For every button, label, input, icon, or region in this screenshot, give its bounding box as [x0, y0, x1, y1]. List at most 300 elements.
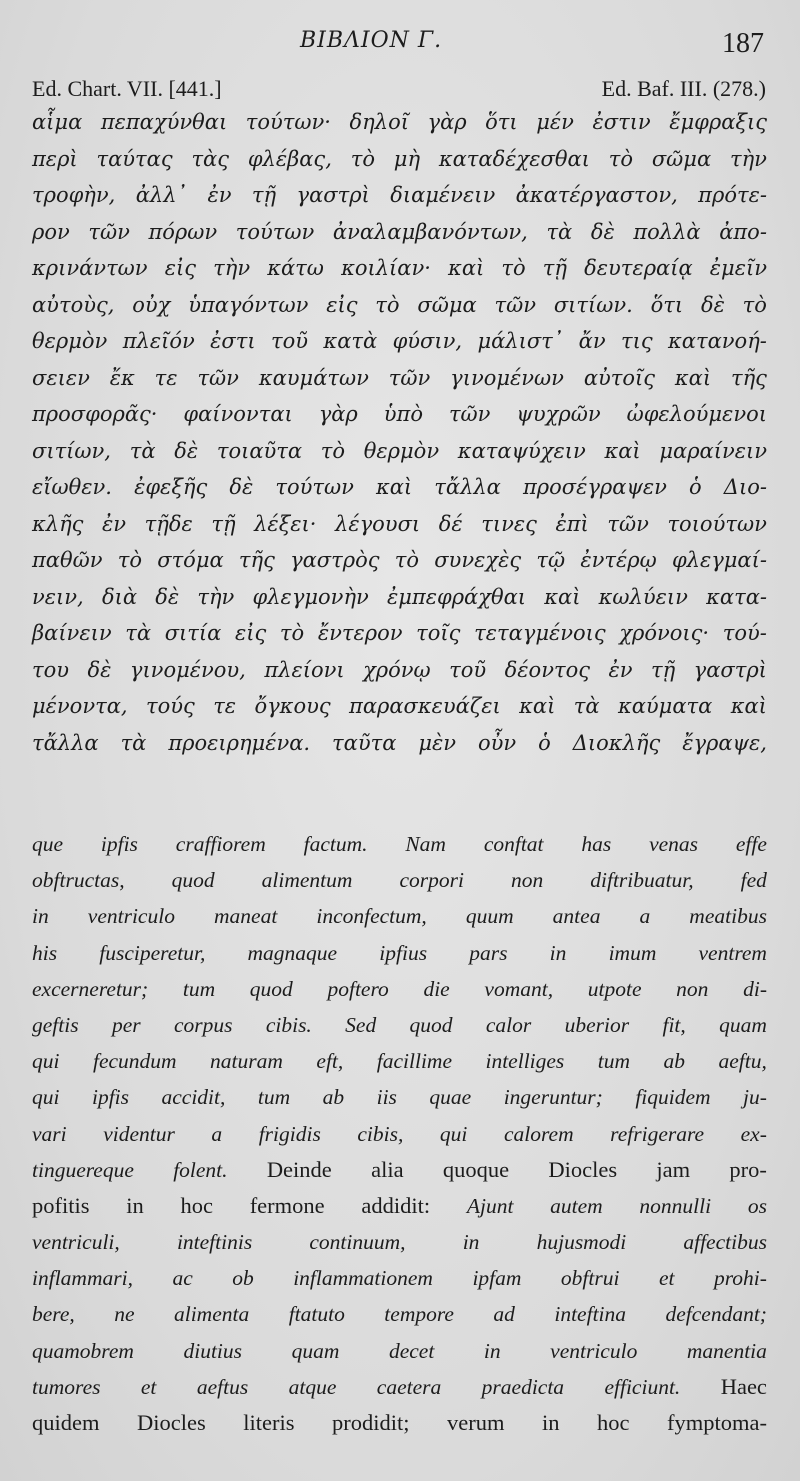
latin-word-italic: qui: [32, 1049, 60, 1074]
latin-word-italic: praedicta: [481, 1374, 565, 1399]
latin-word-italic: que: [32, 832, 64, 856]
latin-word-italic: fecundum: [92, 1049, 177, 1074]
greek-word: τε: [213, 694, 237, 718]
greek-word: τούτων·: [245, 110, 331, 134]
greek-word: καταδέχεσθαι: [438, 146, 590, 171]
greek-word: τοιούτων: [667, 511, 767, 536]
greek-word: ὁ: [538, 730, 551, 755]
latin-word-italic: os: [747, 1193, 767, 1218]
greek-word: καὶ: [375, 475, 413, 499]
latin-word-italic: alimenta: [173, 1302, 250, 1327]
greek-word: δὲ: [590, 219, 615, 244]
latin-word-italic: diftribuatur,: [590, 868, 694, 893]
greek-word: μὲν: [418, 730, 457, 755]
latin-word-italic: ipfis: [100, 832, 138, 856]
latin-text-line: [32, 1116, 767, 1152]
greek-word: τροφὴν,: [32, 183, 116, 207]
latin-word-italic: quod: [249, 976, 293, 1001]
latin-word-italic: meatibus: [689, 904, 767, 929]
greek-word: φλεγμονὴν: [252, 584, 369, 609]
latin-text-line: [32, 898, 767, 934]
latin-word-italic: quod: [409, 1012, 453, 1037]
greek-word: τῶν: [388, 365, 431, 390]
greek-word: φαίνονται: [183, 402, 293, 426]
greek-word: καυμάτων: [258, 365, 369, 390]
latin-text-line: [32, 1188, 767, 1224]
greek-word: τὸ: [279, 621, 305, 645]
latin-word-italic: magnaque: [247, 940, 338, 965]
running-title: ΒΙΒΛΙΟΝ Γ.: [300, 28, 443, 53]
greek-word: σῶμα: [651, 146, 712, 171]
greek-word: κοιλίαν·: [341, 256, 431, 280]
latin-word-italic: tum: [597, 1049, 631, 1074]
latin-word-roman: hoc: [180, 1192, 213, 1218]
latin-word-italic: prohi-: [713, 1266, 767, 1291]
latin-word-italic: calor: [485, 1012, 532, 1037]
greek-word: τὸ: [350, 146, 375, 171]
latin-word-italic: facillime: [376, 1049, 452, 1074]
latin-word-italic: a: [639, 904, 651, 929]
latin-word-roman: literis: [243, 1410, 295, 1435]
latin-text-line: [32, 1224, 767, 1260]
greek-word: τῆς: [730, 365, 767, 390]
latin-word-italic: corpus: [173, 1012, 233, 1037]
greek-text-line: [32, 396, 767, 433]
latin-word-italic: vari: [32, 1121, 67, 1146]
latin-text-line: [32, 1152, 767, 1188]
greek-word: καὶ: [448, 256, 485, 280]
greek-word: καὶ: [674, 365, 712, 390]
page-number: 187: [722, 28, 764, 59]
greek-word: κατὰ: [323, 329, 378, 353]
greek-word: ἔμφραξις: [669, 110, 767, 134]
greek-text-line: [32, 287, 767, 324]
greek-word: τὴν: [213, 256, 251, 280]
latin-word-italic: tempore: [384, 1302, 454, 1327]
greek-text-line: [32, 469, 767, 506]
latin-word-italic: quum: [465, 904, 514, 929]
edition-reference-left: Ed. Chart. VII. [441.]: [32, 76, 222, 101]
latin-word-italic: frigidis: [258, 1121, 321, 1146]
latin-text-line: [32, 1369, 767, 1405]
greek-word: σῶμα: [417, 292, 477, 317]
latin-word-roman: in: [541, 1410, 560, 1435]
latin-word-italic: conftat: [483, 832, 544, 856]
greek-word: ἐν: [102, 511, 127, 536]
greek-word: καὶ: [519, 694, 556, 718]
greek-word: λέγουσι: [335, 511, 421, 536]
greek-word: φλεγμαί-: [671, 548, 767, 572]
latin-word-italic: in: [32, 904, 49, 929]
greek-word: κατα-: [706, 584, 767, 609]
greek-text-line: [32, 141, 767, 178]
greek-word: ἐστι: [210, 329, 256, 353]
latin-word-italic: ipfis: [91, 1085, 130, 1110]
latin-word-italic: inteftina: [554, 1302, 627, 1327]
greek-word: δέ: [438, 511, 463, 536]
greek-word: τε: [154, 365, 178, 390]
greek-word: καὶ: [604, 438, 641, 463]
latin-word-italic: ju-: [743, 1085, 767, 1110]
latin-word-italic: efficiunt.: [604, 1374, 681, 1399]
greek-word: στόμα: [157, 548, 224, 572]
greek-word: παρασκευάζει: [349, 694, 501, 718]
latin-word-italic: fiquidem: [635, 1085, 711, 1110]
latin-word-italic: ob: [232, 1266, 254, 1291]
greek-word: τῶν: [88, 219, 130, 244]
greek-word: ἀναλαμβανόντων,: [332, 219, 528, 244]
greek-word: χρόνοις·: [619, 621, 710, 645]
latin-word-roman: fymptoma-: [666, 1410, 767, 1435]
latin-word-italic: aeftu,: [718, 1049, 767, 1074]
greek-word: τοῦ: [449, 657, 487, 682]
greek-word: ἐν: [207, 183, 232, 207]
greek-word: αὐτοὺς,: [32, 292, 115, 317]
greek-word: τῶν: [607, 511, 649, 536]
greek-text-line: [32, 214, 767, 251]
greek-word: Διοκλῆς: [572, 730, 661, 755]
latin-word-italic: quamobrem: [32, 1338, 134, 1363]
latin-word-italic: tumores: [32, 1374, 101, 1399]
greek-word: εἴωθεν.: [32, 475, 112, 499]
greek-word: τούτων: [275, 475, 354, 499]
latin-word-italic: maneat: [214, 904, 278, 929]
latin-word-italic: pars: [469, 940, 508, 965]
latin-word-roman: fermone: [249, 1192, 325, 1218]
greek-word: τῆς: [238, 548, 275, 572]
latin-word-italic: vomant,: [484, 976, 554, 1001]
latin-word-italic: venas: [649, 832, 699, 856]
greek-word: γαστρὶ: [693, 657, 767, 682]
latin-word-italic: aeftus: [196, 1374, 249, 1399]
greek-word: τῶν: [494, 292, 536, 317]
latin-word-italic: inteftinis: [176, 1230, 253, 1255]
latin-word-italic: obftructas,: [32, 868, 125, 893]
greek-word: ὑπαγόντων: [188, 292, 309, 317]
greek-word: τὸ: [320, 438, 346, 463]
latin-word-italic: tum: [182, 976, 216, 1001]
latin-word-italic: fusciperetur,: [99, 940, 206, 965]
greek-word: πόρων: [148, 219, 218, 244]
greek-text-block: [32, 104, 767, 761]
greek-word: τινες: [481, 511, 537, 536]
greek-word: ἐντέρῳ: [580, 548, 657, 572]
greek-word: οὐχ: [132, 292, 171, 317]
greek-word: τἄλλα: [434, 475, 501, 499]
latin-word-italic: in: [483, 1338, 501, 1363]
greek-word: δὲ: [87, 657, 112, 682]
greek-word: τὰ: [573, 694, 600, 718]
latin-word-italic: intelliges: [485, 1049, 565, 1074]
greek-word: μέν: [536, 110, 574, 134]
latin-text-line: [32, 826, 767, 862]
latin-word-italic: ex-: [740, 1121, 767, 1146]
latin-word-italic: ventriculo: [87, 904, 175, 929]
latin-word-italic: di-: [743, 976, 767, 1001]
latin-word-roman: verum: [446, 1410, 505, 1435]
greek-word: τῷ: [536, 548, 566, 572]
greek-word: θερμὸν: [32, 329, 108, 353]
greek-text-line: [32, 360, 767, 397]
latin-word-italic: videntur: [103, 1121, 175, 1146]
greek-text-line: [32, 177, 767, 214]
greek-word: δὲ: [174, 438, 199, 463]
greek-word: δὲ: [229, 475, 254, 499]
latin-word-italic: quae: [429, 1085, 472, 1110]
greek-word: νειν,: [32, 584, 84, 609]
latin-word-italic: quam: [719, 1012, 767, 1037]
latin-word-roman: Deinde: [266, 1156, 332, 1182]
latin-word-italic: hujusmodi: [536, 1230, 627, 1255]
greek-word: τῇ: [542, 256, 567, 280]
greek-word: ὅτι: [485, 110, 518, 134]
greek-word: προσφορᾶς·: [32, 402, 158, 426]
greek-word: κλῆς: [32, 511, 84, 536]
greek-word: εἰς: [326, 292, 358, 317]
latin-word-italic: poftero: [327, 976, 389, 1001]
greek-word: σιτίων,: [32, 438, 111, 463]
latin-word-italic: diutius: [183, 1338, 243, 1363]
greek-word: ἐν: [608, 657, 633, 682]
greek-word: γὰρ: [318, 402, 358, 426]
greek-text-line: [32, 104, 767, 141]
latin-word-italic: ab: [663, 1049, 686, 1074]
latin-word-italic: excerneretur;: [32, 976, 149, 1001]
greek-word: τὴν: [729, 146, 767, 171]
greek-word: κρινάντων: [32, 256, 148, 280]
latin-word-italic: ventriculi,: [32, 1230, 120, 1255]
latin-word-italic: folent.: [173, 1157, 228, 1182]
latin-word-italic: qui: [32, 1085, 60, 1110]
greek-word: μένοντα,: [32, 694, 128, 718]
greek-word: ἄν: [578, 329, 606, 353]
greek-word: τὰ: [546, 219, 573, 244]
latin-word-italic: ac: [172, 1266, 193, 1291]
greek-word: φύσιν,: [392, 329, 463, 353]
latin-text-line: [32, 1405, 767, 1441]
latin-text-line: [32, 971, 767, 1007]
greek-word: αἷμα: [32, 110, 83, 134]
greek-word: εἰς: [164, 256, 196, 280]
greek-word: ρον: [32, 219, 70, 244]
greek-word: περὶ: [32, 146, 78, 171]
latin-word-italic: autem: [550, 1193, 603, 1218]
greek-word: ταῦτα: [332, 730, 397, 755]
latin-word-italic: has: [581, 832, 612, 856]
latin-word-roman: in: [126, 1192, 144, 1218]
latin-word-italic: naturam: [210, 1049, 283, 1074]
greek-word: θερμὸν: [363, 438, 440, 463]
greek-word: γινομένου,: [129, 657, 246, 682]
latin-word-italic: inconfectum,: [316, 904, 427, 929]
greek-word: δὲ: [155, 584, 180, 609]
latin-text-line: [32, 1079, 767, 1115]
greek-word: πλεῖόν: [122, 329, 195, 353]
latin-word-italic: nonnulli: [639, 1193, 712, 1218]
greek-text-line: [32, 323, 767, 360]
greek-word: πεπαχύνθαι: [100, 110, 228, 134]
greek-word: τοιαῦτα: [216, 438, 303, 463]
greek-word: μάλιστ᾽: [477, 329, 564, 353]
greek-text-line: [32, 542, 767, 579]
latin-word-italic: refrigerare: [610, 1121, 705, 1146]
greek-text-line: [32, 506, 767, 543]
latin-text-line: [32, 1260, 767, 1296]
latin-word-italic: ventriculo: [550, 1338, 638, 1363]
greek-word: ἐφεξῆς: [134, 475, 208, 499]
latin-word-italic: ftatuto: [288, 1302, 345, 1327]
greek-word: αὐτοῖς: [583, 365, 656, 390]
latin-word-italic: tinguereque: [32, 1157, 134, 1182]
latin-word-italic: cibis.: [265, 1012, 312, 1037]
greek-word: ἐστιν: [592, 110, 651, 134]
greek-text-line: [32, 688, 767, 725]
latin-word-italic: cibis,: [357, 1121, 404, 1146]
greek-word: ἀλλ᾽: [135, 183, 188, 207]
greek-word: πρότε-: [698, 183, 767, 207]
greek-word: μαραίνειν: [659, 438, 767, 463]
latin-word-italic: craffiorem: [175, 832, 266, 856]
greek-word: κωλύειν: [598, 584, 688, 609]
latin-word-italic: calorem: [503, 1121, 574, 1146]
latin-word-italic: Nam: [405, 832, 446, 856]
latin-word-italic: manentia: [686, 1338, 767, 1363]
latin-word-italic: corpori: [399, 868, 464, 893]
greek-word: παθῶν: [32, 548, 103, 572]
latin-word-italic: continuum,: [309, 1230, 406, 1255]
latin-word-italic: non: [510, 868, 544, 893]
latin-word-roman: prodidit;: [331, 1410, 410, 1435]
greek-word: οὖν: [478, 730, 517, 755]
greek-word: καὶ: [730, 694, 767, 718]
greek-word: ὄγκους: [254, 694, 331, 718]
greek-word: ὅτι: [650, 292, 684, 317]
greek-word: γαστρὶ: [296, 183, 370, 207]
greek-word: διαμένειν: [390, 183, 496, 207]
greek-text-line: [32, 652, 767, 689]
latin-word-italic: caetera: [376, 1374, 442, 1399]
greek-word: φλέβας,: [247, 146, 332, 171]
greek-word: πολλὰ: [633, 219, 701, 244]
latin-word-italic: imum: [608, 940, 657, 965]
latin-word-roman: quidem: [32, 1410, 100, 1435]
latin-word-italic: ipfius: [379, 940, 428, 965]
latin-word-roman: pro-: [729, 1156, 767, 1182]
latin-word-roman: pofitis: [32, 1192, 90, 1218]
greek-word: τῶν: [448, 402, 491, 426]
greek-word: τὸ: [742, 292, 767, 317]
latin-word-roman: Diocles: [548, 1156, 618, 1182]
greek-word: τῇ: [251, 183, 277, 207]
latin-text-line: [32, 1296, 767, 1332]
greek-word: ὑπὸ: [383, 402, 423, 426]
latin-word-italic: qui: [439, 1121, 468, 1146]
greek-word: ἀκατέργαστον,: [515, 183, 678, 207]
latin-word-italic: factum.: [303, 832, 368, 856]
latin-word-italic: tum: [257, 1085, 291, 1110]
greek-word: διὰ: [101, 584, 137, 609]
greek-word: τις: [621, 329, 653, 353]
latin-word-roman: Diocles: [137, 1410, 206, 1435]
latin-text-line: [32, 1007, 767, 1043]
greek-word: τὰ: [125, 621, 152, 645]
greek-word: τού-: [722, 621, 767, 645]
latin-word-roman: alia: [371, 1156, 404, 1182]
greek-word: τἄλλα: [32, 730, 99, 755]
latin-word-italic: ad: [493, 1302, 515, 1327]
latin-word-italic: effe: [735, 832, 767, 856]
latin-word-italic: ventrem: [698, 940, 767, 965]
latin-word-italic: ne: [114, 1302, 135, 1327]
latin-text-line: [32, 1333, 767, 1369]
latin-word-italic: Sed: [345, 1012, 377, 1037]
latin-word-italic: a: [211, 1121, 223, 1146]
greek-word: τὴν: [197, 584, 235, 609]
latin-word-italic: fed: [740, 868, 767, 893]
greek-word: ψυχρῶν: [516, 402, 601, 426]
greek-word: ἔντερον: [317, 621, 403, 645]
greek-text-line: [32, 615, 767, 652]
latin-word-italic: fit,: [662, 1012, 686, 1037]
greek-word: τῶν: [197, 365, 239, 390]
greek-text-line: [32, 725, 767, 762]
latin-text-line: [32, 935, 767, 971]
greek-word: ἐμπεφράχθαι: [387, 584, 527, 609]
latin-word-italic: quam: [291, 1338, 340, 1363]
latin-word-roman: quoque: [442, 1156, 510, 1182]
greek-word: εἰς: [234, 621, 267, 645]
latin-word-italic: et: [140, 1374, 157, 1399]
greek-word: τὸ: [501, 256, 526, 280]
greek-word: δέοντος: [504, 657, 590, 682]
latin-word-italic: atque: [288, 1374, 337, 1399]
latin-word-italic: alimentum: [261, 868, 353, 893]
greek-word: σιτίων.: [553, 292, 633, 317]
greek-word: καταψύχειν: [457, 438, 586, 463]
greek-word: ὠφελούμενοι: [626, 402, 767, 426]
greek-word: γαστρὸς: [290, 548, 380, 572]
latin-word-italic: affectibus: [683, 1230, 767, 1255]
greek-word: συνεχὲς: [434, 548, 522, 572]
latin-word-italic: decet: [388, 1338, 435, 1363]
latin-word-italic: ab: [322, 1085, 345, 1110]
latin-word-italic: et: [658, 1266, 675, 1291]
greek-word: κατανοή-: [668, 329, 767, 353]
greek-word: τεταγμένοις: [474, 621, 606, 645]
latin-word-italic: eft,: [316, 1049, 344, 1074]
greek-word: τῇδε: [144, 511, 193, 536]
latin-word-italic: his: [32, 940, 58, 965]
latin-translation-block: [32, 826, 767, 1441]
latin-word-italic: in: [549, 940, 567, 965]
latin-word-italic: die: [423, 976, 450, 1001]
latin-word-italic: geftis: [32, 1012, 79, 1037]
latin-word-italic: uberior: [564, 1012, 630, 1037]
greek-word: τῇ: [650, 657, 676, 682]
latin-word-italic: non: [676, 976, 709, 1001]
greek-text-line: [32, 433, 767, 470]
latin-word-italic: antea: [552, 904, 601, 929]
greek-word: τὸ: [394, 548, 419, 572]
greek-word: δὲ: [700, 292, 725, 317]
edition-reference-right: Ed. Baf. III. (278.): [601, 76, 766, 101]
latin-word-italic: defcendant;: [665, 1302, 767, 1327]
greek-word: τὰς: [191, 146, 229, 171]
greek-word: ἀπο-: [719, 219, 767, 244]
latin-word-italic: in: [462, 1230, 480, 1255]
latin-word-roman: hoc: [596, 1410, 630, 1435]
greek-word: κάτω: [267, 256, 324, 280]
